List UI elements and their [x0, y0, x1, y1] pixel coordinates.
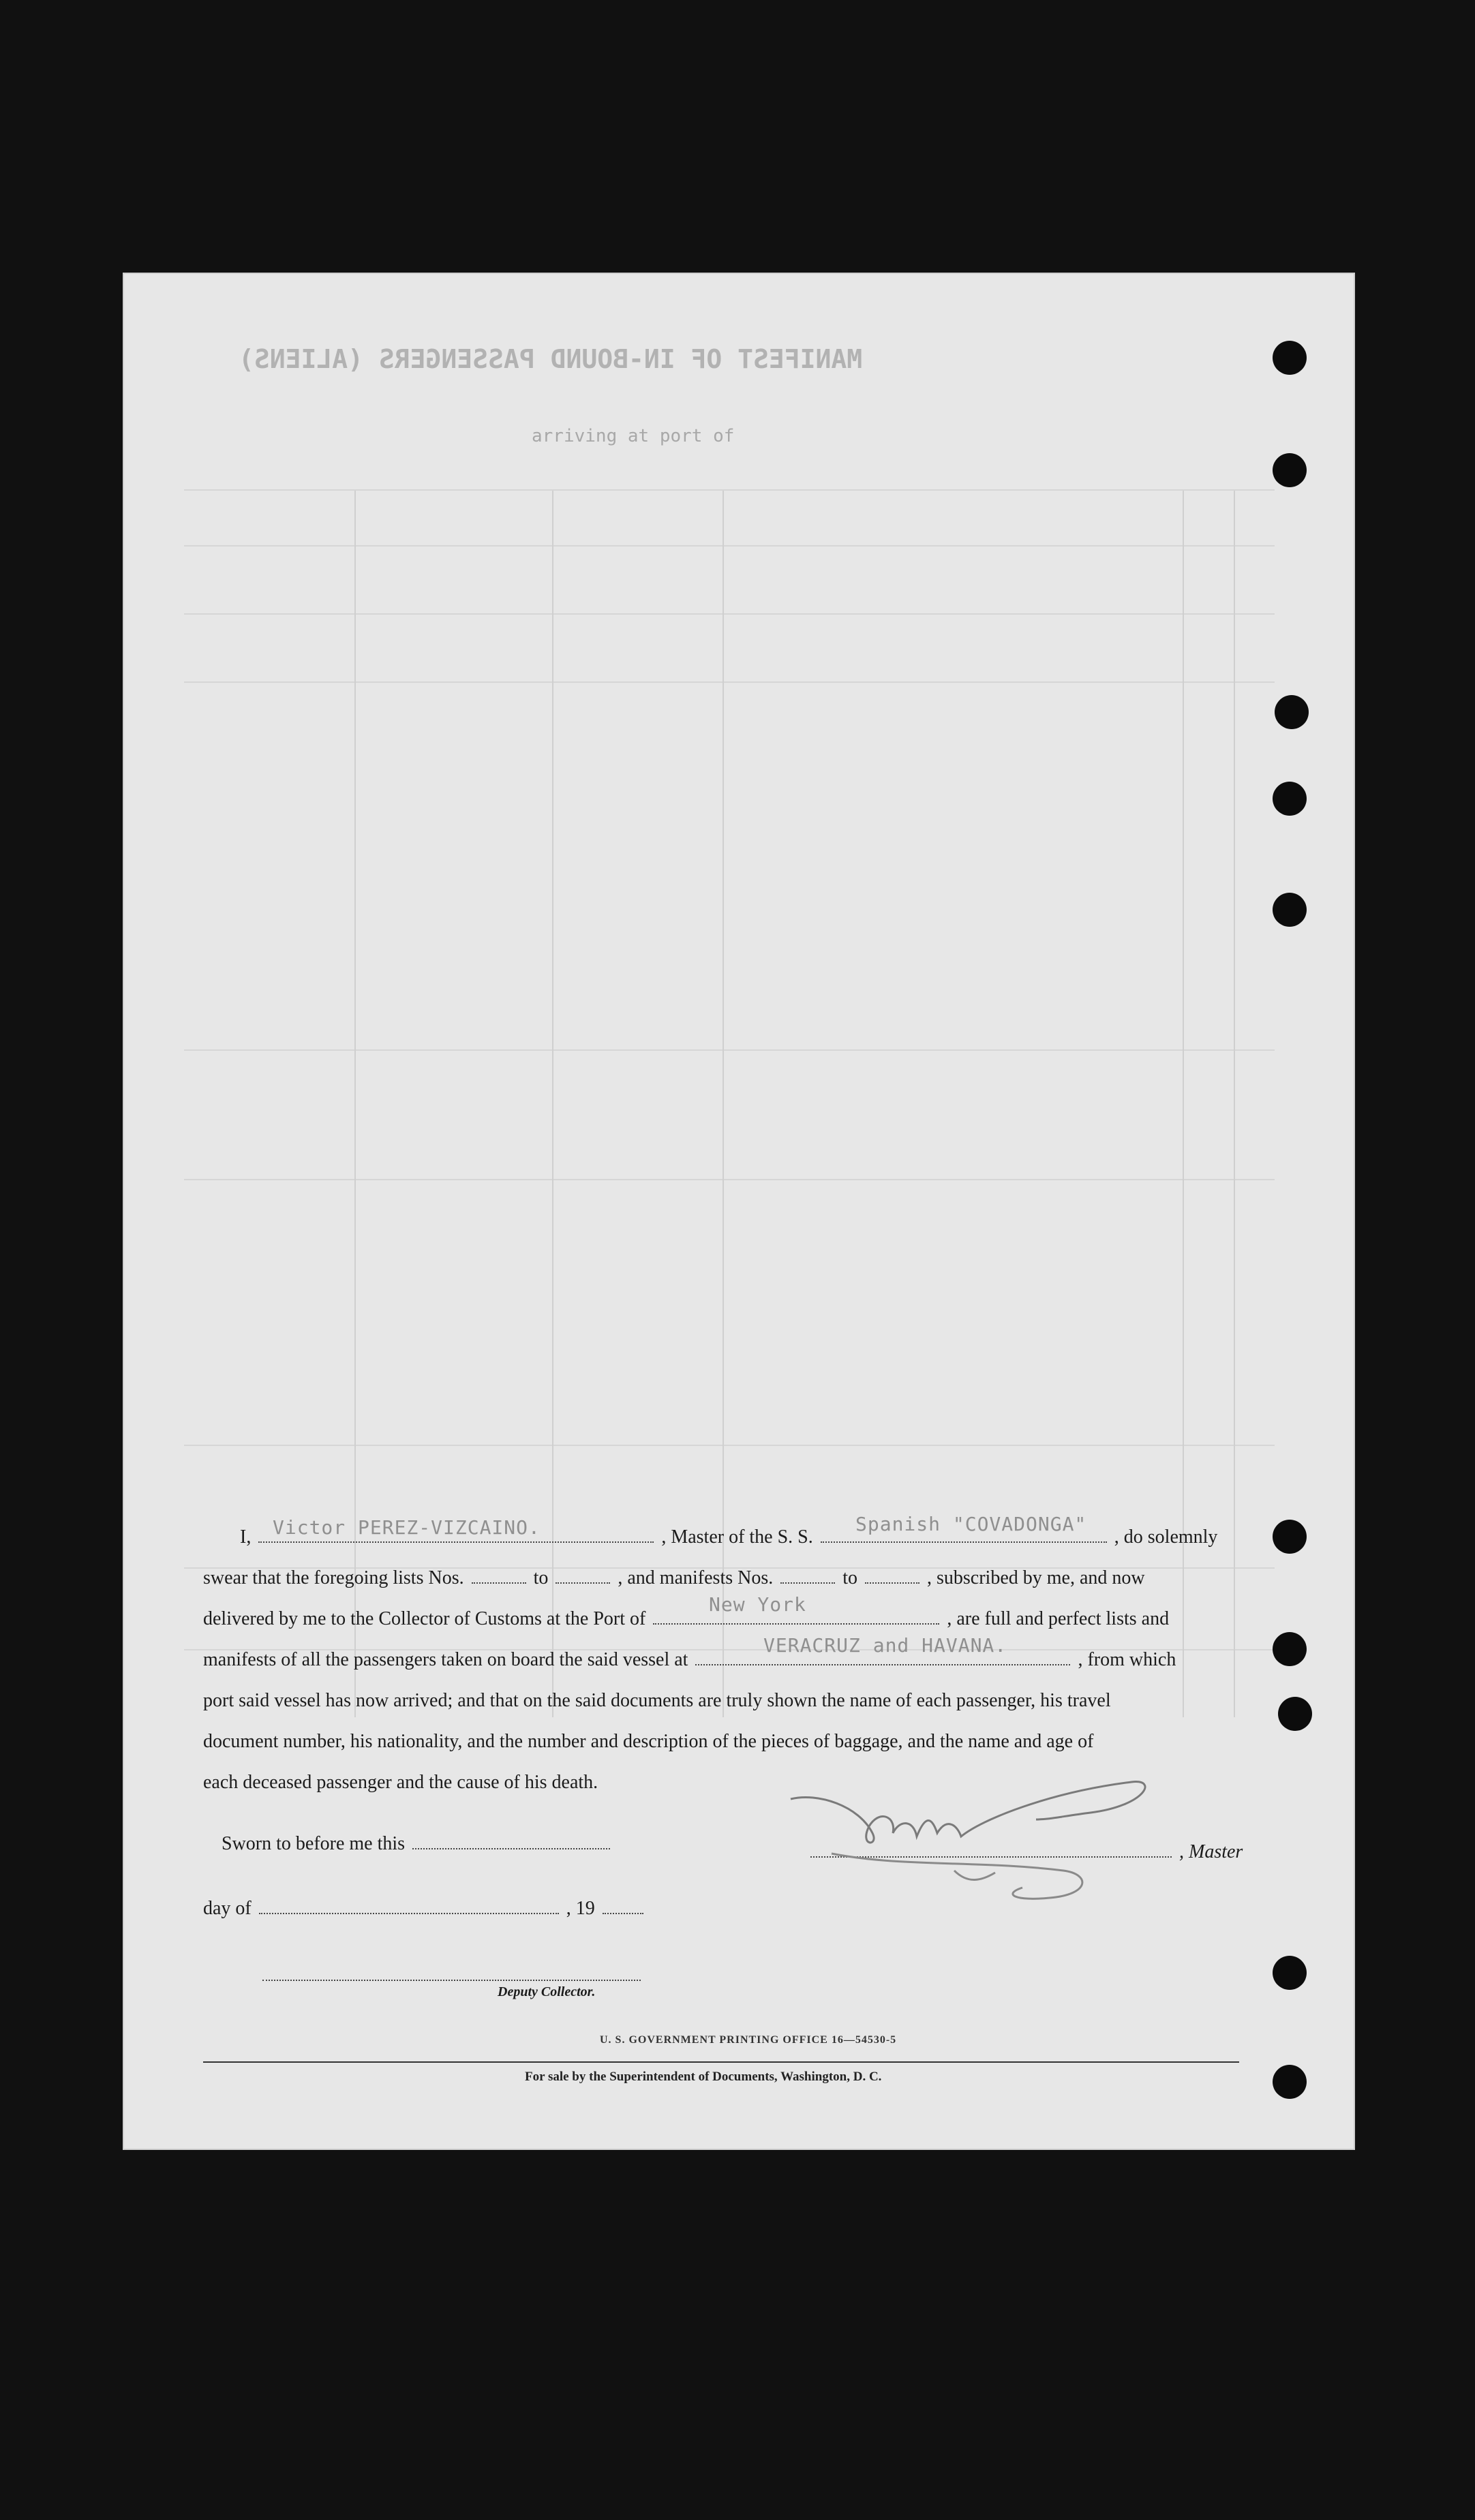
manifest-no-blank: [780, 1580, 835, 1584]
master-signature: [777, 1751, 1159, 1929]
bleed-grid-line: [184, 1445, 1275, 1446]
port-typed: New York: [709, 1593, 806, 1616]
oath-line-3: [203, 1608, 1169, 1630]
master-name-typed: Victor PEREZ-VIZCAINO.: [273, 1516, 541, 1539]
punch-hole: [1273, 1520, 1307, 1554]
from-which-text: , from which: [1078, 1649, 1176, 1670]
delivered-text: delivered by me to the Collector of Customs at the Port of: [203, 1608, 646, 1629]
bottom-rule: [203, 2061, 1239, 2063]
swear-text: swear that the foregoing lists Nos.: [203, 1567, 464, 1588]
bleed-grid-line: [184, 545, 1275, 547]
list-no-blank: [556, 1580, 610, 1584]
sworn-date-blank: [412, 1845, 610, 1849]
punch-hole: [1273, 453, 1307, 487]
sale-footer: For sale by the Superintendent of Documents, Washington, D. C.: [525, 2070, 882, 2084]
oath-lead: I,: [240, 1526, 252, 1548]
punch-hole: [1273, 1632, 1307, 1666]
bleed-grid-line: [184, 489, 1275, 491]
manifest-page: [123, 273, 1355, 2150]
bleed-through-title: MANIFEST OF IN-BOUND PASSENGERS (ALIENS): [239, 344, 863, 374]
oath-line-6: document number, his nationality, and the number and description of the pieces of baggage, and the name and age of: [203, 1731, 1094, 1752]
sworn-before-text: Sworn to before me this: [222, 1833, 406, 1854]
bleed-grid-line: [184, 1179, 1275, 1180]
day-of-text: day of: [203, 1898, 252, 1919]
port-blank: [653, 1620, 939, 1625]
bleed-grid-line: [184, 613, 1275, 615]
punch-hole: [1273, 341, 1307, 375]
oath-line-7: each deceased passenger and the cause of his death.: [203, 1772, 598, 1793]
oath-line-4: [203, 1649, 1176, 1671]
manifests-of-text: manifests of all the passengers taken on board the said vessel at: [203, 1649, 688, 1670]
year-prefix: , 19: [566, 1898, 595, 1919]
sworn-line: [222, 1833, 613, 1855]
day-of-line: [203, 1898, 646, 1920]
punch-hole: [1273, 782, 1307, 816]
ship-name-typed: Spanish "COVADONGA": [855, 1513, 1087, 1535]
ship-blank: [821, 1539, 1107, 1543]
punch-hole: [1273, 2065, 1307, 2099]
full-lists-text: , are full and perfect lists and: [947, 1608, 1170, 1629]
year-blank: [603, 1910, 643, 1914]
do-solemnly-label: , do solemnly: [1114, 1526, 1218, 1548]
list-no-blank: [472, 1580, 526, 1584]
bleed-grid-line: [184, 681, 1275, 683]
master-label: , Master: [1179, 1841, 1243, 1862]
to-label: to: [842, 1567, 858, 1588]
bleed-through-subtitle: arriving at port of: [532, 426, 735, 446]
punch-hole: [1273, 1956, 1307, 1990]
oath-line-5: port said vessel has now arrived; and that on the said documents are truly shown the name of each passenger, his travel: [203, 1690, 1111, 1711]
punch-hole: [1273, 893, 1307, 927]
deputy-collector-blank: [262, 1980, 641, 1981]
punch-hole: [1275, 695, 1309, 729]
punch-hole: [1278, 1697, 1312, 1731]
deputy-collector-label: Deputy Collector.: [498, 1984, 596, 1999]
bleed-grid-column: [1234, 491, 1235, 1717]
bleed-grid-line: [184, 1049, 1275, 1051]
master-of-label: , Master of the S. S.: [661, 1526, 813, 1548]
month-blank: [259, 1910, 559, 1914]
to-label: to: [533, 1567, 549, 1588]
manifest-no-blank: [865, 1580, 919, 1584]
from-port-typed: VERACRUZ and HAVANA.: [763, 1634, 1007, 1657]
master-name-blank: [258, 1539, 654, 1543]
oath-line-2: [203, 1567, 1145, 1589]
manifests-text: , and manifests Nos.: [618, 1567, 774, 1588]
subscribed-text: , subscribed by me, and now: [927, 1567, 1145, 1588]
printer-imprint: U. S. GOVERNMENT PRINTING OFFICE 16—54530-5: [600, 2034, 897, 2046]
from-port-blank: [695, 1661, 1070, 1665]
